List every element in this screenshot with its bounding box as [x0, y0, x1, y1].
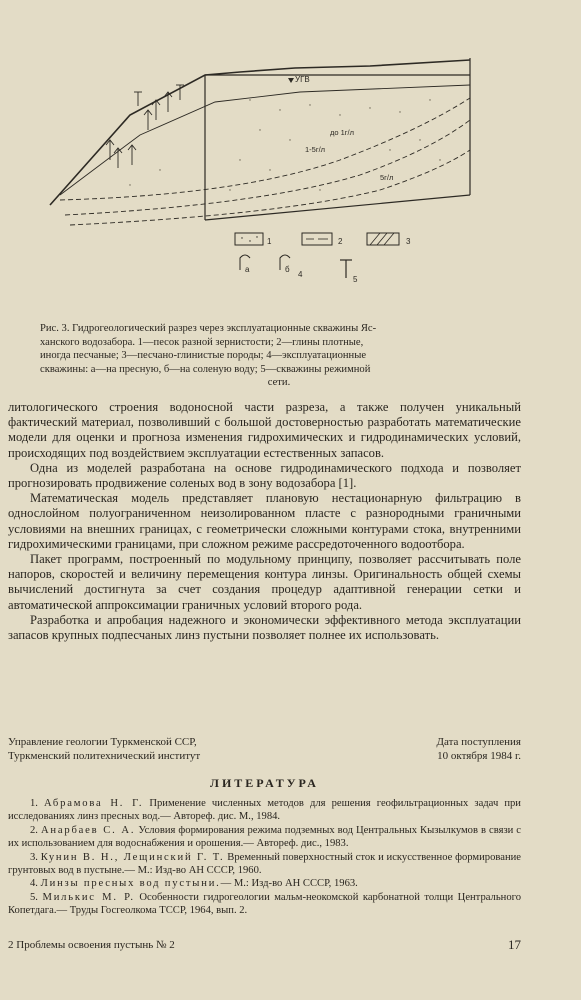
- caption-line: скважины: а—на пресную, б—на соленую воду; 5—скважины режимной: [40, 363, 371, 375]
- reference-item: 1. Абрамова Н. Г. Применение численных методов для решения геофильтрационных задач при исследованиях линз пресных вод.— Автореф. дис. М., 1984.: [8, 798, 521, 823]
- groundwater-level: [60, 85, 470, 195]
- paragraph: литологического строения водоносной части разреза, а также получен уникальный фактический материал, позволивший с большой достоверностью разработать математические модели для оценки и прогноза изменения гидрохимических и гидродинамических условий, происходящих под воздействием эксплуатации естественных запасов.: [8, 400, 521, 460]
- reference-item: 3. Кунин В. Н., Лещинский Г. Т. Временный поверхностный сток и искусственное формирование грунтовых вод в пустыне.— М.: Изд-во АН СССР, 1960.: [8, 851, 522, 877]
- iso-label-1: до 1г/л: [330, 128, 354, 137]
- sand-texture: [129, 99, 440, 190]
- reference-author: Кунин В. Н., Лещинский Г. Т.: [40, 851, 225, 863]
- legend-num-3: 3: [406, 237, 411, 246]
- reference-item: 2. Анарбаев С. А. Условия формирования режима подземных вод Центральных Кызылкумов в связи с их использованием для водоснабжения и орошения.— Автореф. дис., 1983.: [8, 824, 522, 850]
- legend-num-2: 2: [338, 237, 343, 246]
- legend-swatch-1: [235, 233, 263, 245]
- reference-author: Анарбаев С. А.: [40, 824, 136, 836]
- legend-letter-a: а: [245, 265, 250, 274]
- legend-num-5: 5: [353, 275, 358, 284]
- received-label: Дата поступления: [436, 736, 521, 748]
- received-date: 10 октября 1984 г.: [437, 750, 521, 762]
- page-footer: [8, 937, 521, 955]
- caption-line: Рис. 3. Гидрогеологический разрез через эксплуатационные скважины Яс-: [40, 323, 377, 334]
- caption-line: иногда песчаные; 3—песчано-глинистые породы; 4—эксплуатационные: [40, 350, 367, 362]
- reference-author: Абрамова Н. Г.: [44, 798, 144, 809]
- ugv-label: УГВ: [295, 75, 310, 84]
- ugv-marker: [288, 78, 294, 83]
- legend-letter-b: б: [285, 265, 290, 274]
- caption-line: ханского водозабора. 1—песок разной зернистости; 2—глины плотные,: [40, 336, 364, 348]
- legend-num-4: 4: [298, 270, 303, 279]
- iso-label-2: 1-5г/л: [305, 145, 326, 154]
- reference-author: Линзы пресных вод пустыни.: [40, 878, 221, 890]
- paragraph: Пакет программ, построенный по модульному принципу, позволяет рассчитывать поле напоров, скоростей и величину перемещения контура линзы. Оригинальность общей схемы вычислений достигнута за счет создания процедур адаптивной генерации сетки и автоматической аппроксимации граничных условий второго рода.: [8, 552, 521, 612]
- body-text: [8, 400, 521, 643]
- reference-author: Милькис М. Р.: [42, 891, 135, 903]
- paragraph: Одна из моделей разработана на основе гидродинамического подхода и позволяет прогнозировать продвижение соленых вод в зону водозабора [1].: [8, 460, 521, 491]
- figure-legend: [235, 233, 411, 284]
- well-markers: [106, 85, 184, 168]
- legend-num-1: 1: [267, 237, 272, 246]
- affiliation-org: Управление геологии Туркменской ССР,: [8, 736, 197, 748]
- figure-caption: [40, 322, 518, 390]
- iso-label-3: 5г/л: [380, 173, 394, 182]
- reference-list: [8, 797, 521, 918]
- figure-cross-section: [40, 20, 480, 320]
- literature-title: ЛИТЕРАТУРА: [210, 776, 319, 790]
- reference-item: 5. Милькис М. Р. Особенности гидрогеологии мальм-неокомской карбонатной толщи Центрального Копетдага.— Труды Госгеолкома ТССР, 1964, вып. 2.: [8, 891, 522, 917]
- cross-section-diagram: [40, 20, 480, 320]
- caption-line: сети.: [267, 377, 291, 389]
- page-number: 17: [508, 937, 521, 952]
- paragraph: Разработка и апробация надежного и экономически эффективного метода эксплуатации запасов крупных подпесчаных линз пустыни позволяет полнее их использовать.: [8, 612, 521, 643]
- affiliation-org: Туркменский политехнический институт: [8, 750, 201, 762]
- footer-signature: 2 Проблемы освоения пустынь № 2: [8, 939, 175, 951]
- reference-item: 4. Линзы пресных вод пустыни.— М.: Изд-во АН СССР, 1963.: [30, 878, 358, 890]
- paragraph: Математическая модель представляет плановую нестационарную фильтрацию в однослойном полуограниченном неизолированном пласте с разнородными граничными условиями на внешних границах, с геометрически сложными контурами стока, внутренними гидрохимическими границами, при сложном режиме рассредоточенного водоотбора.: [8, 491, 521, 551]
